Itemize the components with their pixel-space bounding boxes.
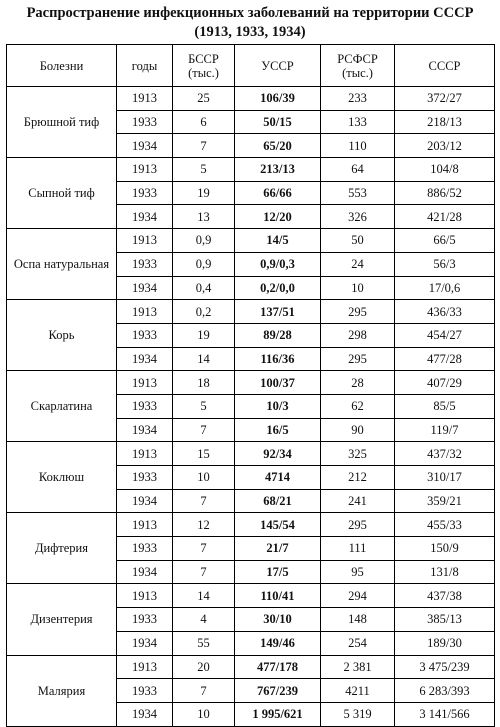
ussr-cell: 17/5 (235, 560, 321, 584)
header-rsfsr-line1: РСФСР (337, 51, 378, 66)
table-row (7, 229, 495, 253)
sssr-cell: 119/7 (395, 418, 495, 442)
sssr-cell: 385/13 (395, 608, 495, 632)
bssr-cell: 13 (173, 205, 235, 229)
ussr-cell: 149/46 (235, 631, 321, 655)
year-cell: 1934 (117, 276, 173, 300)
sssr-cell: 454/27 (395, 323, 495, 347)
rsfsr-cell: 90 (321, 418, 395, 442)
ussr-cell: 65/20 (235, 134, 321, 158)
disease-table (6, 44, 495, 727)
year-cell: 1913 (117, 229, 173, 253)
ussr-cell: 16/5 (235, 418, 321, 442)
sssr-cell: 203/12 (395, 134, 495, 158)
bssr-cell: 14 (173, 347, 235, 371)
rsfsr-cell: 10 (321, 276, 395, 300)
ussr-cell: 10/3 (235, 394, 321, 418)
ussr-cell: 14/5 (235, 229, 321, 253)
sssr-cell: 407/29 (395, 371, 495, 395)
bssr-cell: 0,9 (173, 229, 235, 253)
year-cell: 1913 (117, 584, 173, 608)
disease-name: Скарлатина (7, 371, 117, 442)
sssr-cell: 310/17 (395, 466, 495, 490)
ussr-cell: 137/51 (235, 300, 321, 324)
ussr-cell: 0,2/0,0 (235, 276, 321, 300)
ussr-cell: 477/178 (235, 655, 321, 679)
bssr-cell: 19 (173, 323, 235, 347)
bssr-cell: 4 (173, 608, 235, 632)
rsfsr-cell: 50 (321, 229, 395, 253)
bssr-cell: 5 (173, 158, 235, 182)
sssr-cell: 6 283/393 (395, 679, 495, 703)
bssr-cell: 6 (173, 110, 235, 134)
sssr-cell: 3 475/239 (395, 655, 495, 679)
rsfsr-cell: 212 (321, 466, 395, 490)
sssr-cell: 372/27 (395, 87, 495, 111)
rsfsr-cell: 64 (321, 158, 395, 182)
sssr-cell: 17/0,6 (395, 276, 495, 300)
disease-name: Брюшной тиф (7, 87, 117, 158)
rsfsr-cell: 326 (321, 205, 395, 229)
year-cell: 1913 (117, 158, 173, 182)
year-cell: 1934 (117, 489, 173, 513)
sssr-cell: 477/28 (395, 347, 495, 371)
rsfsr-cell: 148 (321, 608, 395, 632)
ussr-cell: 68/21 (235, 489, 321, 513)
year-cell: 1933 (117, 394, 173, 418)
bssr-cell: 19 (173, 181, 235, 205)
disease-name: Сыпной тиф (7, 158, 117, 229)
rsfsr-cell: 28 (321, 371, 395, 395)
rsfsr-cell: 5 319 (321, 702, 395, 726)
rsfsr-cell: 110 (321, 134, 395, 158)
table-row (7, 371, 495, 395)
year-cell: 1933 (117, 679, 173, 703)
bssr-cell: 7 (173, 418, 235, 442)
year-cell: 1933 (117, 608, 173, 632)
header-sssr: СССР (395, 45, 495, 87)
year-cell: 1913 (117, 655, 173, 679)
sssr-cell: 85/5 (395, 394, 495, 418)
year-cell: 1913 (117, 442, 173, 466)
bssr-cell: 20 (173, 655, 235, 679)
year-cell: 1933 (117, 323, 173, 347)
rsfsr-cell: 111 (321, 537, 395, 561)
bssr-cell: 10 (173, 702, 235, 726)
ussr-cell: 213/13 (235, 158, 321, 182)
bssr-cell: 7 (173, 560, 235, 584)
rsfsr-cell: 298 (321, 323, 395, 347)
ussr-cell: 767/239 (235, 679, 321, 703)
bssr-cell: 14 (173, 584, 235, 608)
year-cell: 1934 (117, 560, 173, 584)
header-rsfsr (321, 45, 395, 87)
header-bssr-line1: БССР (188, 51, 219, 66)
bssr-cell: 0,9 (173, 252, 235, 276)
ussr-cell: 116/36 (235, 347, 321, 371)
header-disease: Болезни (7, 45, 117, 87)
sssr-cell: 104/8 (395, 158, 495, 182)
year-cell: 1933 (117, 252, 173, 276)
ussr-cell: 66/66 (235, 181, 321, 205)
ussr-cell: 21/7 (235, 537, 321, 561)
sssr-cell: 455/33 (395, 513, 495, 537)
sssr-cell: 3 141/566 (395, 702, 495, 726)
ussr-cell: 145/54 (235, 513, 321, 537)
bssr-cell: 7 (173, 679, 235, 703)
ussr-cell: 110/41 (235, 584, 321, 608)
bssr-cell: 0,2 (173, 300, 235, 324)
ussr-cell: 1 995/621 (235, 702, 321, 726)
sssr-cell: 218/13 (395, 110, 495, 134)
rsfsr-cell: 24 (321, 252, 395, 276)
header-ussr: УССР (235, 45, 321, 87)
bssr-cell: 12 (173, 513, 235, 537)
rsfsr-cell: 295 (321, 300, 395, 324)
title-line-2: (1913, 1933, 1934) (194, 24, 306, 40)
bssr-cell: 7 (173, 134, 235, 158)
header-bssr-unit: (тыс.) (188, 65, 219, 80)
bssr-cell: 55 (173, 631, 235, 655)
bssr-cell: 25 (173, 87, 235, 111)
bssr-cell: 18 (173, 371, 235, 395)
sssr-cell: 150/9 (395, 537, 495, 561)
bssr-cell: 15 (173, 442, 235, 466)
rsfsr-cell: 553 (321, 181, 395, 205)
ussr-cell: 92/34 (235, 442, 321, 466)
year-cell: 1913 (117, 300, 173, 324)
year-cell: 1933 (117, 466, 173, 490)
year-cell: 1913 (117, 87, 173, 111)
header-bssr (173, 45, 235, 87)
disease-name: Корь (7, 300, 117, 371)
rsfsr-cell: 133 (321, 110, 395, 134)
year-cell: 1913 (117, 371, 173, 395)
table-row (7, 442, 495, 466)
sssr-cell: 66/5 (395, 229, 495, 253)
rsfsr-cell: 62 (321, 394, 395, 418)
year-cell: 1934 (117, 205, 173, 229)
sssr-cell: 437/32 (395, 442, 495, 466)
sssr-cell: 131/8 (395, 560, 495, 584)
disease-name: Коклюш (7, 442, 117, 513)
year-cell: 1933 (117, 181, 173, 205)
table-body (7, 87, 495, 727)
disease-name: Дифтерия (7, 513, 117, 584)
sssr-cell: 437/38 (395, 584, 495, 608)
rsfsr-cell: 294 (321, 584, 395, 608)
title-line-1: Распространение инфекционных заболеваний на территории СССР (26, 5, 474, 21)
rsfsr-cell: 95 (321, 560, 395, 584)
year-cell: 1933 (117, 110, 173, 134)
header-rsfsr-unit: (тыс.) (342, 65, 373, 80)
year-cell: 1934 (117, 418, 173, 442)
sssr-cell: 886/52 (395, 181, 495, 205)
bssr-cell: 0,4 (173, 276, 235, 300)
table-row (7, 513, 495, 537)
year-cell: 1934 (117, 347, 173, 371)
year-cell: 1934 (117, 631, 173, 655)
rsfsr-cell: 295 (321, 513, 395, 537)
year-cell: 1934 (117, 134, 173, 158)
sssr-cell: 436/33 (395, 300, 495, 324)
disease-name: Малярия (7, 655, 117, 726)
ussr-cell: 89/28 (235, 323, 321, 347)
bssr-cell: 5 (173, 394, 235, 418)
table-row (7, 300, 495, 324)
table-title (0, 4, 500, 42)
year-cell: 1934 (117, 702, 173, 726)
sssr-cell: 359/21 (395, 489, 495, 513)
ussr-cell: 50/15 (235, 110, 321, 134)
ussr-cell: 100/37 (235, 371, 321, 395)
bssr-cell: 7 (173, 537, 235, 561)
rsfsr-cell: 2 381 (321, 655, 395, 679)
ussr-cell: 106/39 (235, 87, 321, 111)
year-cell: 1933 (117, 537, 173, 561)
rsfsr-cell: 233 (321, 87, 395, 111)
table-row (7, 87, 495, 111)
header-years: годы (117, 45, 173, 87)
rsfsr-cell: 4211 (321, 679, 395, 703)
header-row (7, 45, 495, 87)
year-cell: 1913 (117, 513, 173, 537)
rsfsr-cell: 295 (321, 347, 395, 371)
rsfsr-cell: 325 (321, 442, 395, 466)
disease-name: Оспа натуральная (7, 229, 117, 300)
ussr-cell: 4714 (235, 466, 321, 490)
sssr-cell: 189/30 (395, 631, 495, 655)
ussr-cell: 12/20 (235, 205, 321, 229)
table-row (7, 158, 495, 182)
rsfsr-cell: 241 (321, 489, 395, 513)
disease-name: Дизентерия (7, 584, 117, 655)
table-row (7, 584, 495, 608)
bssr-cell: 10 (173, 466, 235, 490)
sssr-cell: 56/3 (395, 252, 495, 276)
rsfsr-cell: 254 (321, 631, 395, 655)
ussr-cell: 0,9/0,3 (235, 252, 321, 276)
bssr-cell: 7 (173, 489, 235, 513)
sssr-cell: 421/28 (395, 205, 495, 229)
table-row (7, 655, 495, 679)
ussr-cell: 30/10 (235, 608, 321, 632)
